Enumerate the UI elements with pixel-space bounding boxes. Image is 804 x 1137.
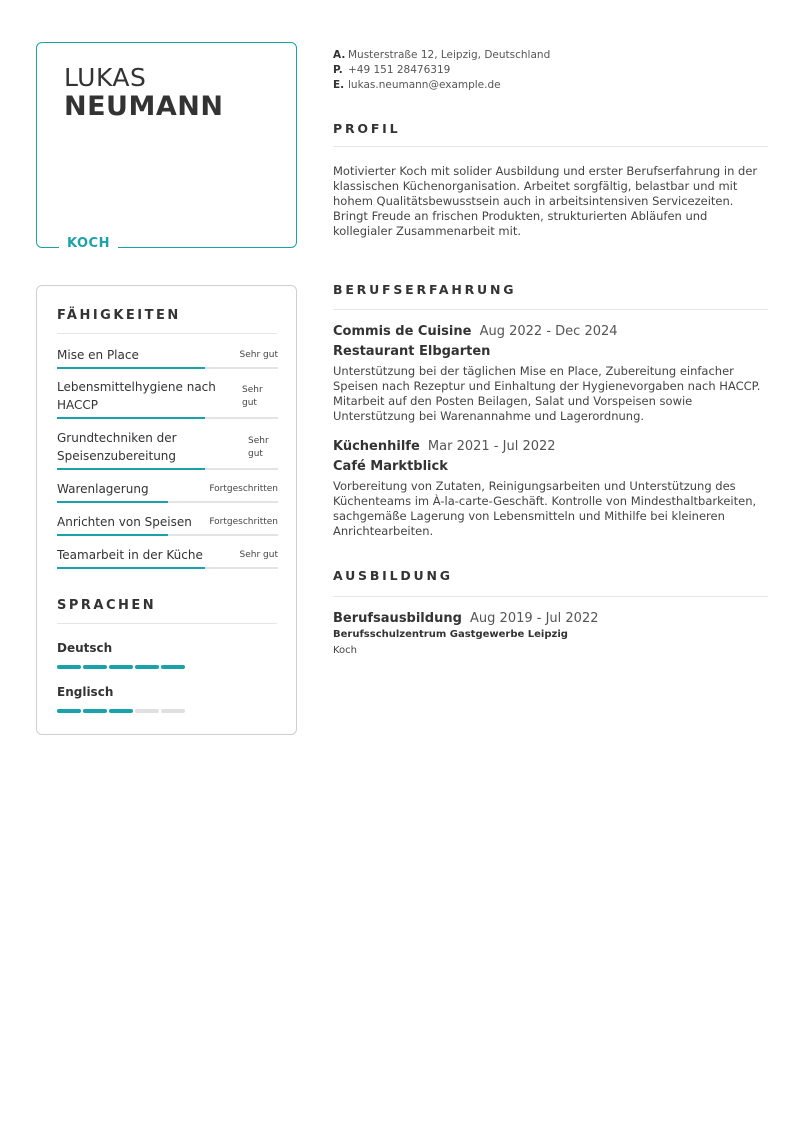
skill-name: Teamarbeit in der Küche: [57, 548, 203, 562]
skill-bar-fill: [57, 534, 168, 536]
skill-bar-fill: [57, 567, 205, 569]
education-entry: [333, 610, 768, 656]
job-employer: Café Marktblick: [333, 459, 448, 474]
contact-address: [333, 48, 550, 63]
skill-name: Grundtechniken der Speisenzubereitung: [57, 431, 177, 463]
job-entry: [333, 438, 768, 539]
languages-heading: SPRACHEN: [57, 598, 157, 613]
skill-item: [57, 480, 278, 504]
education-field: Koch: [333, 645, 358, 656]
profile-heading: PROFIL: [333, 121, 401, 136]
skill-bar: [57, 468, 278, 470]
skill-level: Sehr gut: [239, 350, 278, 360]
education-degree: Berufsausbildung: [333, 611, 462, 626]
skill-name: Warenlagerung: [57, 482, 149, 496]
skill-name: Lebensmittelhygiene nach HACCP: [57, 380, 216, 412]
skill-bar: [57, 367, 278, 369]
profile-text: Motivierter Koch mit solider Ausbildung und erster Berufserfahrung in der klassischen Küchenorganisation. Arbeitet sorgfältig, belastbar und mit hohem Qualitätsbewusstsein auch in arbeitsintensiven Servicezeiten. Bringt Freude an frischen Produkten, strukturierten Abläufen und kollegialer Zusammenarbeit mit.: [333, 164, 758, 238]
contact-key: A.: [333, 49, 346, 61]
level-dot-filled: [83, 709, 107, 713]
contact-block: [333, 48, 550, 93]
level-dot-filled: [109, 709, 133, 713]
level-dot-filled: [57, 709, 81, 713]
job-title: KOCH: [59, 236, 118, 251]
education-header: [333, 610, 768, 628]
experience-divider: [333, 309, 768, 310]
skills-heading: FÄHIGKEITEN: [57, 308, 181, 323]
skill-name: Mise en Place: [57, 348, 139, 362]
skill-bar: [57, 417, 278, 419]
contact-value: Musterstraße 12, Leipzig, Deutschland: [348, 49, 551, 61]
name-card: [36, 42, 297, 251]
job-header: [333, 323, 768, 341]
level-dot-filled: [135, 665, 159, 669]
level-dot-empty: [135, 709, 159, 713]
skill-bar: [57, 534, 278, 536]
contact-key: P.: [333, 64, 343, 76]
education-divider: [333, 596, 768, 597]
skill-level: Sehr gut: [242, 385, 263, 408]
contact-value: lukas.neumann@example.de: [348, 79, 501, 91]
education-heading: AUSBILDUNG: [333, 568, 453, 583]
job-dates: Aug 2022 - Dec 2024: [479, 324, 618, 339]
level-dot-filled: [57, 665, 81, 669]
skill-bar: [57, 567, 278, 569]
job-role: Küchenhilfe: [333, 439, 420, 454]
job-description: Vorbereitung von Zutaten, Reinigungsarbeiten und Unterstützung des Küchenteams im À-la-carte-Geschäft. Kontrolle von Mindesthaltbarkeiten, sachgemäße Lagerung von Lebensmitteln und Mithilfe bei kleineren Anrichtearbeiten.: [333, 479, 757, 538]
skill-bar-fill: [57, 417, 205, 419]
job-dates: Mar 2021 - Jul 2022: [427, 439, 556, 454]
contact-value: +49 151 28476319: [348, 64, 451, 76]
skill-bar-fill: [57, 468, 205, 470]
skill-item: [57, 513, 278, 537]
experience-heading: BERUFSERFAHRUNG: [333, 282, 517, 297]
job-role: Commis de Cuisine: [333, 324, 472, 339]
skill-level: Fortgeschritten: [209, 484, 278, 494]
skill-item: [57, 546, 278, 570]
skill-bar-fill: [57, 501, 168, 503]
education-school: Berufsschulzentrum Gastgewerbe Leipzig: [333, 629, 568, 640]
first-name: LUKAS: [64, 63, 147, 92]
last-name: NEUMANN: [64, 91, 224, 122]
skill-item: [57, 346, 278, 370]
job-description: Unterstützung bei der täglichen Mise en Place, Zubereitung einfacher Speisen nach Rezeptur und Einhaltung der Hygienevorgaben nach HACCP. Mitarbeit auf den Posten Beilagen, Salat und Vorspeisen sowie Unterstützung bei Warenannahme und Lagerordnung.: [333, 364, 761, 423]
level-dot-filled: [161, 665, 185, 669]
level-dot-filled: [83, 665, 107, 669]
contact-phone: [333, 63, 550, 78]
skill-bar: [57, 501, 278, 503]
contact-key: E.: [333, 79, 345, 91]
profile-divider: [333, 146, 768, 147]
skill-name: Anrichten von Speisen: [57, 515, 192, 529]
skills-card: [36, 285, 297, 735]
skill-level: Fortgeschritten: [209, 517, 278, 527]
languages-divider: [57, 623, 277, 624]
language-name: Englisch: [57, 685, 114, 699]
level-dot-filled: [109, 665, 133, 669]
skill-item: [57, 429, 278, 471]
language-level-dots: [57, 709, 197, 713]
skill-item: [57, 378, 278, 420]
job-entry: [333, 323, 768, 424]
language-level-dots: [57, 665, 197, 669]
language-name: Deutsch: [57, 641, 113, 655]
job-header: [333, 438, 768, 456]
skill-level: Sehr gut: [248, 436, 269, 459]
job-employer: Restaurant Elbgarten: [333, 344, 491, 359]
education-dates: Aug 2019 - Jul 2022: [470, 611, 599, 626]
contact-email: [333, 78, 550, 93]
level-dot-empty: [161, 709, 185, 713]
skill-level: Sehr gut: [239, 550, 278, 560]
skills-divider: [57, 333, 277, 334]
skill-bar-fill: [57, 367, 205, 369]
